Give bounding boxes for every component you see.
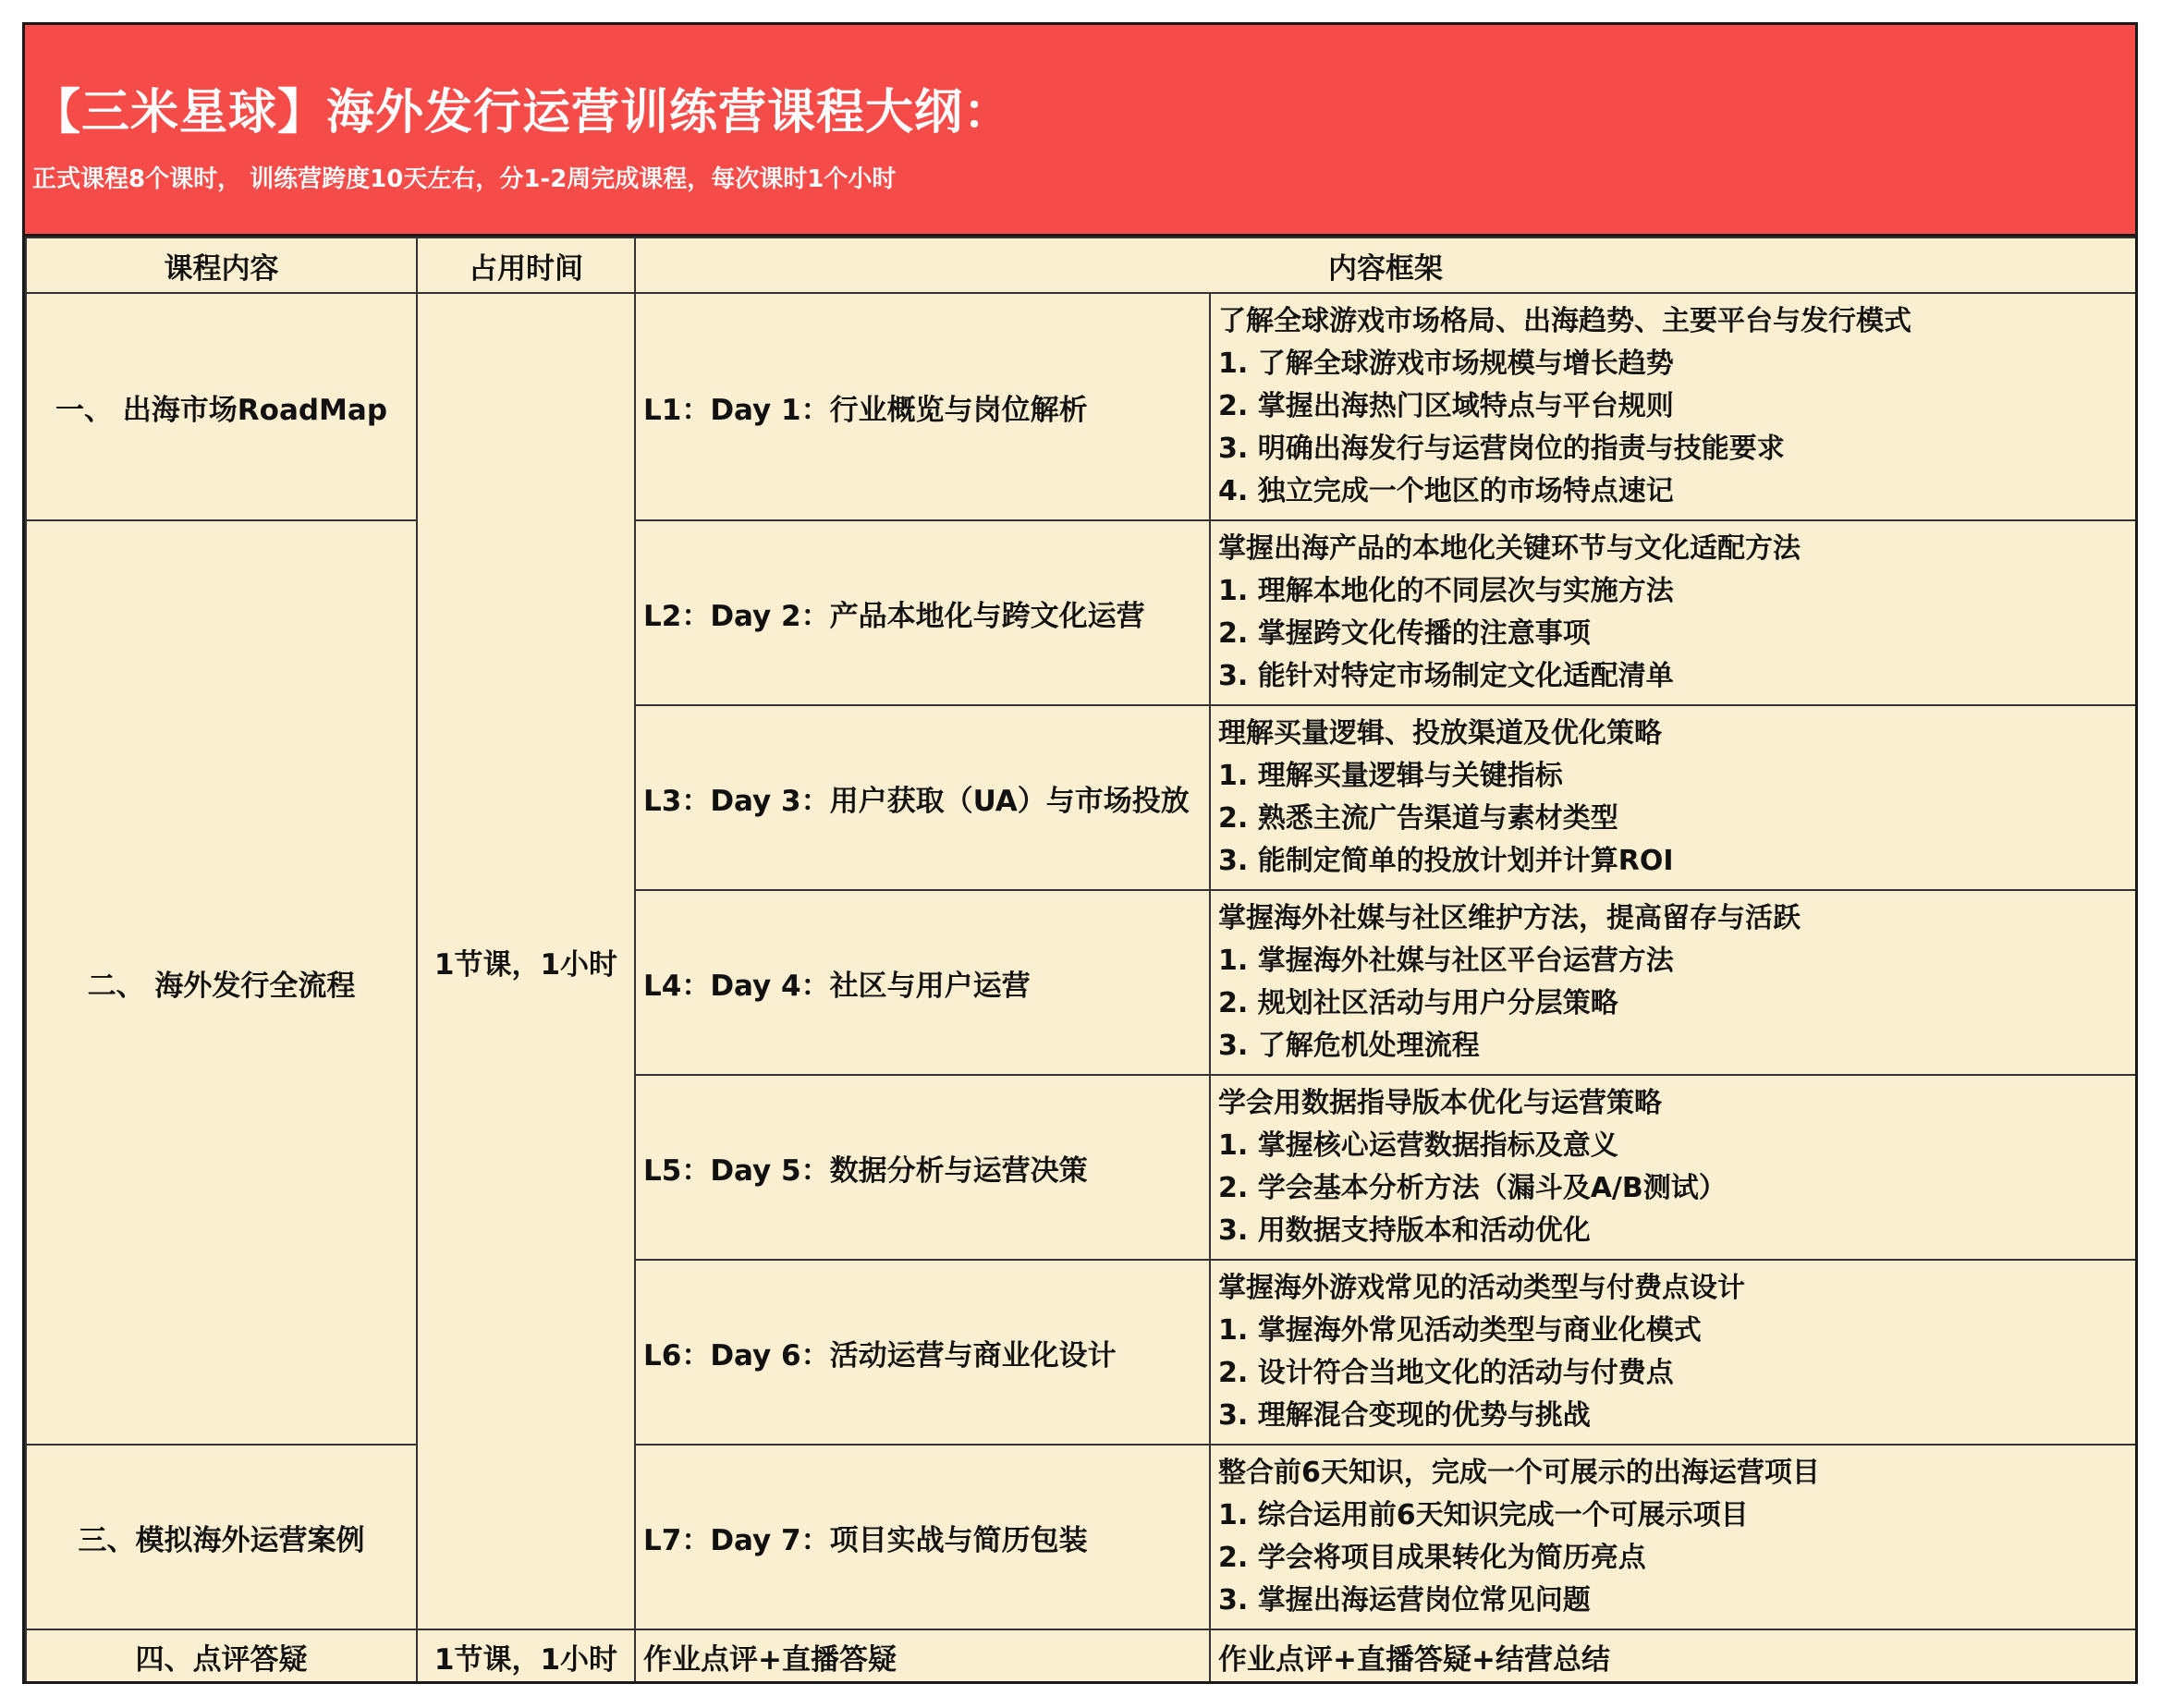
lesson-4-detail — [1210, 890, 2136, 1075]
lesson-6-title: L6：Day 6：活动运营与商业化设计 — [635, 1260, 1210, 1445]
table-row — [26, 520, 2136, 705]
course-outline-table — [25, 237, 2137, 1684]
header-course-content: 课程内容 — [26, 238, 417, 293]
section-full-process: 二、 海外发行全流程 — [26, 520, 417, 1445]
lesson-3-goal: 理解买量逻辑、投放渠道及优化策略 — [1218, 717, 1662, 750]
lesson-2-goal: 掌握出海产品的本地化关键环节与文化适配方法 — [1218, 532, 1801, 565]
lesson-6-goal: 掌握海外游戏常见的活动类型与付费点设计 — [1218, 1272, 1745, 1304]
lesson-4-point: 1. 掌握海外社媒与社区平台运营方法 — [1218, 945, 1674, 977]
lesson-3-title: L3：Day 3：用户获取（UA）与市场投放 — [635, 705, 1210, 890]
lesson-6-point: 1. 掌握海外常见活动类型与商业化模式 — [1218, 1314, 1702, 1347]
table-row — [26, 1445, 2136, 1629]
lesson-5-goal: 学会用数据指导版本优化与运营策略 — [1218, 1087, 1662, 1119]
lesson-5-point: 3. 用数据支持版本和活动优化 — [1218, 1214, 1591, 1247]
lesson-7-point: 1. 综合运用前6天知识完成一个可展示项目 — [1218, 1499, 1749, 1531]
lesson-4-point: 2. 规划社区活动与用户分层策略 — [1218, 987, 1618, 1019]
page-title: 【三米星球】海外发行运营训练营课程大纲： — [32, 85, 1013, 140]
time-main: 1节课，1小时 — [417, 293, 635, 1629]
lesson-1-detail — [1210, 293, 2136, 520]
lesson-3-point: 1. 理解买量逻辑与关键指标 — [1218, 760, 1563, 792]
lesson-5-point: 2. 学会基本分析方法（漏斗及A/B测试） — [1218, 1172, 1727, 1204]
lesson-7-point: 2. 学会将项目成果转化为简历亮点 — [1218, 1542, 1646, 1574]
section-mock-case: 三、模拟海外运营案例 — [26, 1445, 417, 1629]
lesson-6-point: 2. 设计符合当地文化的活动与付费点 — [1218, 1357, 1674, 1389]
table-row — [26, 293, 2136, 520]
lesson-7-goal: 整合前6天知识，完成一个可展示的出海运营项目 — [1218, 1457, 1820, 1489]
table-row — [26, 1629, 2136, 1684]
lesson-5-title: L5：Day 5：数据分析与运营决策 — [635, 1075, 1210, 1260]
header-framework: 内容框架 — [635, 238, 2136, 293]
lesson-1-point: 3. 明确出海发行与运营岗位的指责与技能要求 — [1218, 433, 1785, 465]
review-detail: 作业点评+直播答疑+结营总结 — [1210, 1629, 2136, 1684]
lesson-2-title: L2：Day 2：产品本地化与跨文化运营 — [635, 520, 1210, 705]
lesson-4-goal: 掌握海外社媒与社区维护方法，提高留存与活跃 — [1218, 902, 1801, 934]
lesson-2-point: 3. 能针对特定市场制定文化适配清单 — [1218, 660, 1674, 692]
lesson-7-detail — [1210, 1445, 2136, 1629]
time-review: 1节课，1小时 — [417, 1629, 635, 1684]
section-review: 四、点评答疑 — [26, 1629, 417, 1684]
lesson-1-point: 2. 掌握出海热门区域特点与平台规则 — [1218, 390, 1674, 422]
lesson-3-point: 2. 熟悉主流广告渠道与素材类型 — [1218, 802, 1618, 835]
review-lesson: 作业点评+直播答疑 — [635, 1629, 1210, 1684]
lesson-7-title: L7：Day 7：项目实战与简历包装 — [635, 1445, 1210, 1629]
lesson-3-detail — [1210, 705, 2136, 890]
lesson-2-detail — [1210, 520, 2136, 705]
page-subtitle: 正式课程8个课时， 训练营跨度10天左右，分1-2周完成课程，每次课时1个小时 — [32, 165, 897, 193]
lesson-2-point: 2. 掌握跨文化传播的注意事项 — [1218, 617, 1591, 650]
lesson-7-point: 3. 掌握出海运营岗位常见问题 — [1218, 1584, 1591, 1616]
lesson-4-point: 3. 了解危机处理流程 — [1218, 1030, 1480, 1062]
lesson-2-point: 1. 理解本地化的不同层次与实施方法 — [1218, 575, 1674, 607]
lesson-3-point: 3. 能制定简单的投放计划并计算ROI — [1218, 845, 1674, 877]
section-roadmap: 一、 出海市场RoadMap — [26, 293, 417, 520]
title-banner — [25, 25, 2135, 237]
lesson-1-point: 1. 了解全球游戏市场规模与增长趋势 — [1218, 348, 1674, 380]
table-header-row — [26, 238, 2136, 293]
lesson-1-point: 4. 独立完成一个地区的市场特点速记 — [1218, 475, 1674, 507]
lesson-5-detail — [1210, 1075, 2136, 1260]
lesson-6-detail — [1210, 1260, 2136, 1445]
lesson-4-title: L4：Day 4：社区与用户运营 — [635, 890, 1210, 1075]
lesson-1-goal: 了解全球游戏市场格局、出海趋势、主要平台与发行模式 — [1218, 305, 1911, 337]
lesson-1-title: L1：Day 1：行业概览与岗位解析 — [635, 293, 1210, 520]
header-time: 占用时间 — [417, 238, 635, 293]
lesson-6-point: 3. 理解混合变现的优势与挑战 — [1218, 1399, 1591, 1432]
course-outline-sheet — [22, 22, 2138, 1684]
lesson-5-point: 1. 掌握核心运营数据指标及意义 — [1218, 1129, 1618, 1162]
